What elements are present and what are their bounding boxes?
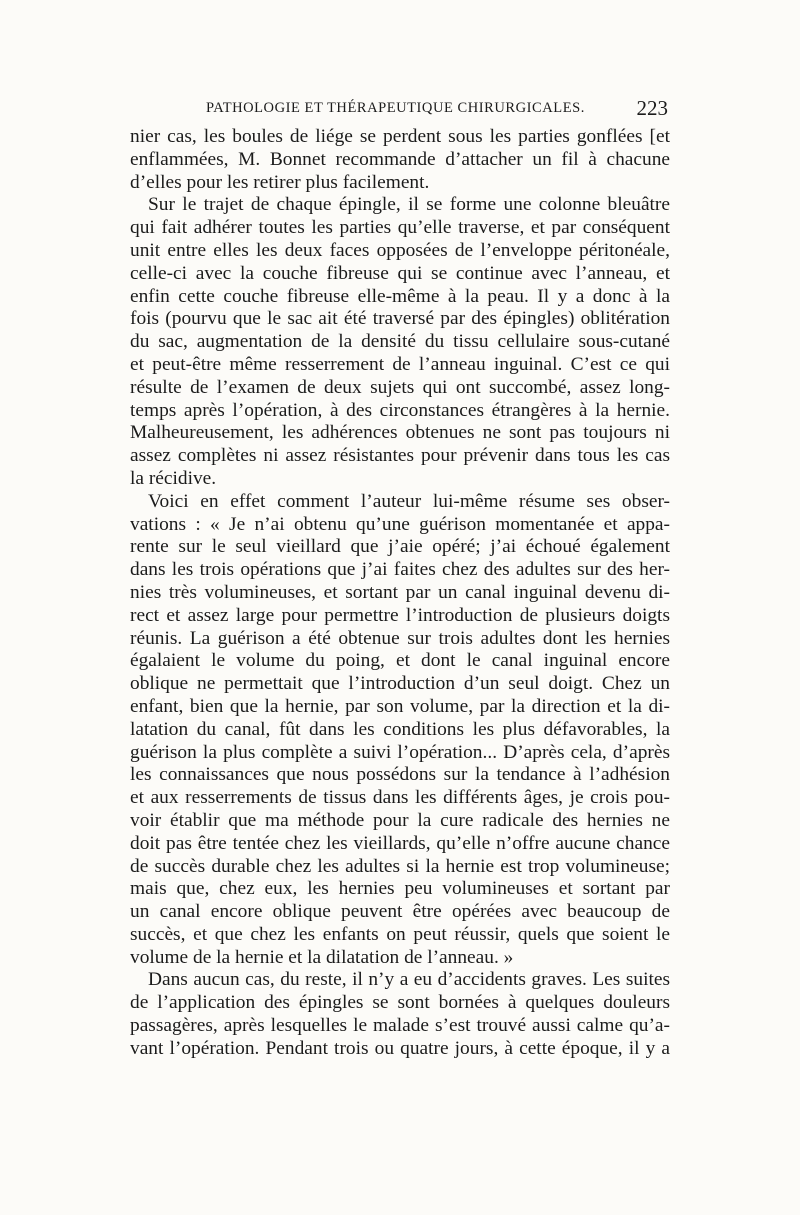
text-line: réunis. La guérison a été obtenue sur trois adultes dont les hernies [130,627,670,649]
text-line: voir établir que ma méthode pour la cure radicale des hernies ne [130,809,670,831]
text-line: dans les trois opérations que j’ai faites chez des adultes sur des her- [130,559,670,581]
text-line: la récidive. [130,467,217,489]
text-line: assez complètes ni assez résistantes pour prévenir dans tous les cas [130,445,670,467]
text-line: qui fait adhérer toutes les parties qu’elle traverse, et par conséquent [130,217,670,239]
page-number: 223 [636,96,668,120]
text-line: et peut-être même resserrement de l’anneau inguinal. C’est ce qui [130,353,670,375]
text-line: temps après l’opération, à des circonstances étrangères à la hernie. [130,399,670,421]
text-line: succès, et que chez les enfants on peut réussir, quels que soient le [130,923,670,945]
text-line: celle-ci avec la couche fibreuse qui se continue avec l’anneau, et [130,262,670,284]
text-line: unit entre elles les deux faces opposées de l’enveloppe péritonéale, [130,239,670,261]
body-text [130,126,670,1061]
text-line: doit pas être tentée chez les vieillards, qu’elle n’offre aucune chance [130,832,670,854]
text-line: Voici en effet comment l’auteur lui-même résume ses obser- [148,490,670,512]
text-line: guérison la plus complète a suivi l’opération... D’après cela, d’après [130,741,670,763]
text-line: nies très volumineuses, et sortant par un canal inguinal devenu di- [130,581,670,603]
text-line: nier cas, les boules de liége se perdent sous les parties gonflées [et [130,126,670,147]
text-line: de l’application des épingles se sont bornées à quelques douleurs [130,992,670,1014]
text-line: les connaissances que nous possédons sur la tendance à l’adhésion [130,764,670,786]
page-header [206,98,668,122]
running-title: PATHOLOGIE ET THÉRAPEUTIQUE CHIRURGICALES. [206,100,585,116]
text-line: égalaient le volume du poing, et dont le canal inguinal encore [130,650,670,672]
text-line: passagères, après lesquelles le malade s’est trouvé aussi calme qu’a- [130,1015,670,1037]
text-line: fois (pourvu que le sac ait été traversé par des épingles) oblitération [130,308,670,330]
text-line: vations : « Je n’ai obtenu qu’une guérison momentanée et appa- [130,513,670,535]
text-line: rente sur le seul vieillard que j’aie opéré; j’ai échoué également [130,536,670,558]
text-line: volume de la hernie et la dilatation de l’anneau. » [130,946,514,968]
text-line: enfant, bien que la hernie, par son volume, par la direction et la di- [130,695,670,717]
text-line: vant l’opération. Pendant trois ou quatre jours, à cette époque, il y a [130,1037,670,1059]
text-line: mais que, chez eux, les hernies peu volumineuses et sortant par [130,878,670,900]
text-line: latation du canal, fût dans les conditions les plus défavorables, la [130,718,670,740]
text-line: et aux resserrements de tissus dans les différents âges, je crois pou- [130,787,670,809]
text-line: du sac, augmentation de la densité du tissu cellulaire sous-cutané [130,331,670,353]
text-line: oblique ne permettait que l’introduction d’un seul doigt. Chez un [130,673,670,695]
text-line: enflammées, M. Bonnet recommande d’attacher un fil à chacune [130,148,670,170]
text-line: enfin cette couche fibreuse elle-même à la peau. Il y a donc à la [130,285,670,307]
text-line: résulte de l’examen de deux sujets qui ont succombé, assez long- [130,376,670,398]
text-line: d’elles pour les retirer plus facilement. [130,171,430,193]
text-line: un canal encore oblique peuvent être opérées avec beaucoup de [130,901,670,923]
text-line: rect et assez large pour permettre l’introduction de plusieurs doigts [130,604,670,626]
text-line: Sur le trajet de chaque épingle, il se forme une colonne bleuâtre [148,194,670,216]
text-line: Malheureusement, les adhérences obtenues ne sont pas toujours ni [130,422,670,444]
text-line: Dans aucun cas, du reste, il n’y a eu d’accidents graves. Les suites [148,969,670,991]
text-line: de succès durable chez les adultes si la hernie est trop volumineuse; [130,855,670,877]
